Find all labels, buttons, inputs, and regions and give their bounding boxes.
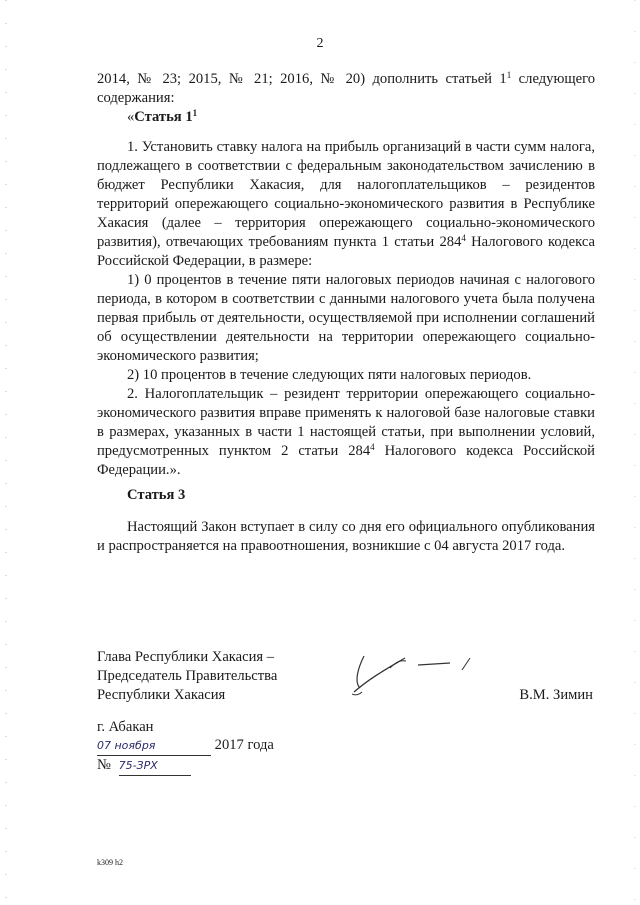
handwritten-law-number: 75-ЗРХ (119, 756, 191, 776)
article-1-1-item-2: 2) 10 процентов в течение следующих пяти налоговых периодов. (127, 367, 532, 383)
signatory-position (97, 648, 327, 705)
place-of-signing: г. Абакан (97, 719, 154, 735)
part-2-superscript: 4 (370, 442, 375, 452)
number-prefix: № (97, 757, 111, 773)
article-3-text: Настоящий Закон вступает в силу со дня его официального опубликования и распространяется на правоотношения, возникшие с 04 августа 2017 года. (97, 519, 595, 554)
article-1-1-part-1 (97, 138, 595, 271)
part-2-text: 2. Налогоплательщик – резидент территории опережающего социально-экономического развития вправе применять к налоговой базе налоговые ставки в размерах, указанных в части 1 настоящей статьи, при выполнении условий, предусмотренных пунктом 2 статьи 284 (97, 386, 595, 459)
part-1-text: 1. Установить ставку налога на прибыль организаций в части сумм налога, подлежащего в соответствии с федеральным законодательством зачислению в бюджет Республики Хакасия, для налогоплательщиков – резидентов территорий опережающего социально-экономического развития в Республике Хакасия (далее – территория опережающего социально-экономического развития), отвечающих требованиям пункта 1 статьи 284 (97, 139, 595, 250)
part-1-superscript: 4 (461, 233, 466, 243)
signing-date (97, 736, 274, 756)
article-1-1-part-2 (97, 385, 595, 480)
law-number (97, 756, 191, 776)
article-1-1-title (97, 108, 595, 127)
intro-text: 2014, № 23; 2015, № 21; 2016, № 20) дополнить статьей 1 (97, 71, 507, 87)
scan-margin-dots-right (634, 0, 636, 905)
article-3 (97, 486, 595, 556)
document-body (97, 70, 595, 480)
article-title-superscript: 1 (192, 108, 198, 118)
article-3-title: Статья 3 (127, 487, 186, 503)
opening-quote: « (127, 109, 135, 125)
signatory-line-2: Председатель Правительства (97, 668, 278, 684)
article-1-1-item-1: 1) 0 процентов в течение пяти налоговых периодов начиная с налогового периода, в котором в соответствии с данными налогового учета была получена первая прибыль от деятельности, осуществляемой при исполнении соглашений об осуществлении деятельности на территории опережающего социально-экономического развития; (97, 272, 595, 364)
footer-code: k309 h2 (97, 858, 123, 867)
article-1-1-title-text: Статья 1 (134, 109, 193, 125)
handwritten-signature-icon (350, 648, 490, 698)
intro-superscript: 1 (506, 70, 512, 80)
page-number: 2 (316, 36, 324, 51)
handwritten-date: 07 ноября (97, 736, 211, 756)
part-2-tail: Налогового кодекса Российской Федерации.». (97, 443, 595, 478)
intro-paragraph (97, 70, 595, 108)
signatory-name: В.М. Зимин (519, 687, 593, 703)
date-suffix: 2017 года (214, 737, 274, 753)
signatory-line-1: Глава Республики Хакасия – (97, 649, 275, 665)
part-1-tail: Налогового кодекса Российской Федерации, в размере: (97, 234, 595, 269)
intro-tail: следующего содержания: (97, 71, 595, 106)
signatory-line-3: Республики Хакасия (97, 687, 226, 703)
scan-margin-dots-left (5, 0, 7, 905)
